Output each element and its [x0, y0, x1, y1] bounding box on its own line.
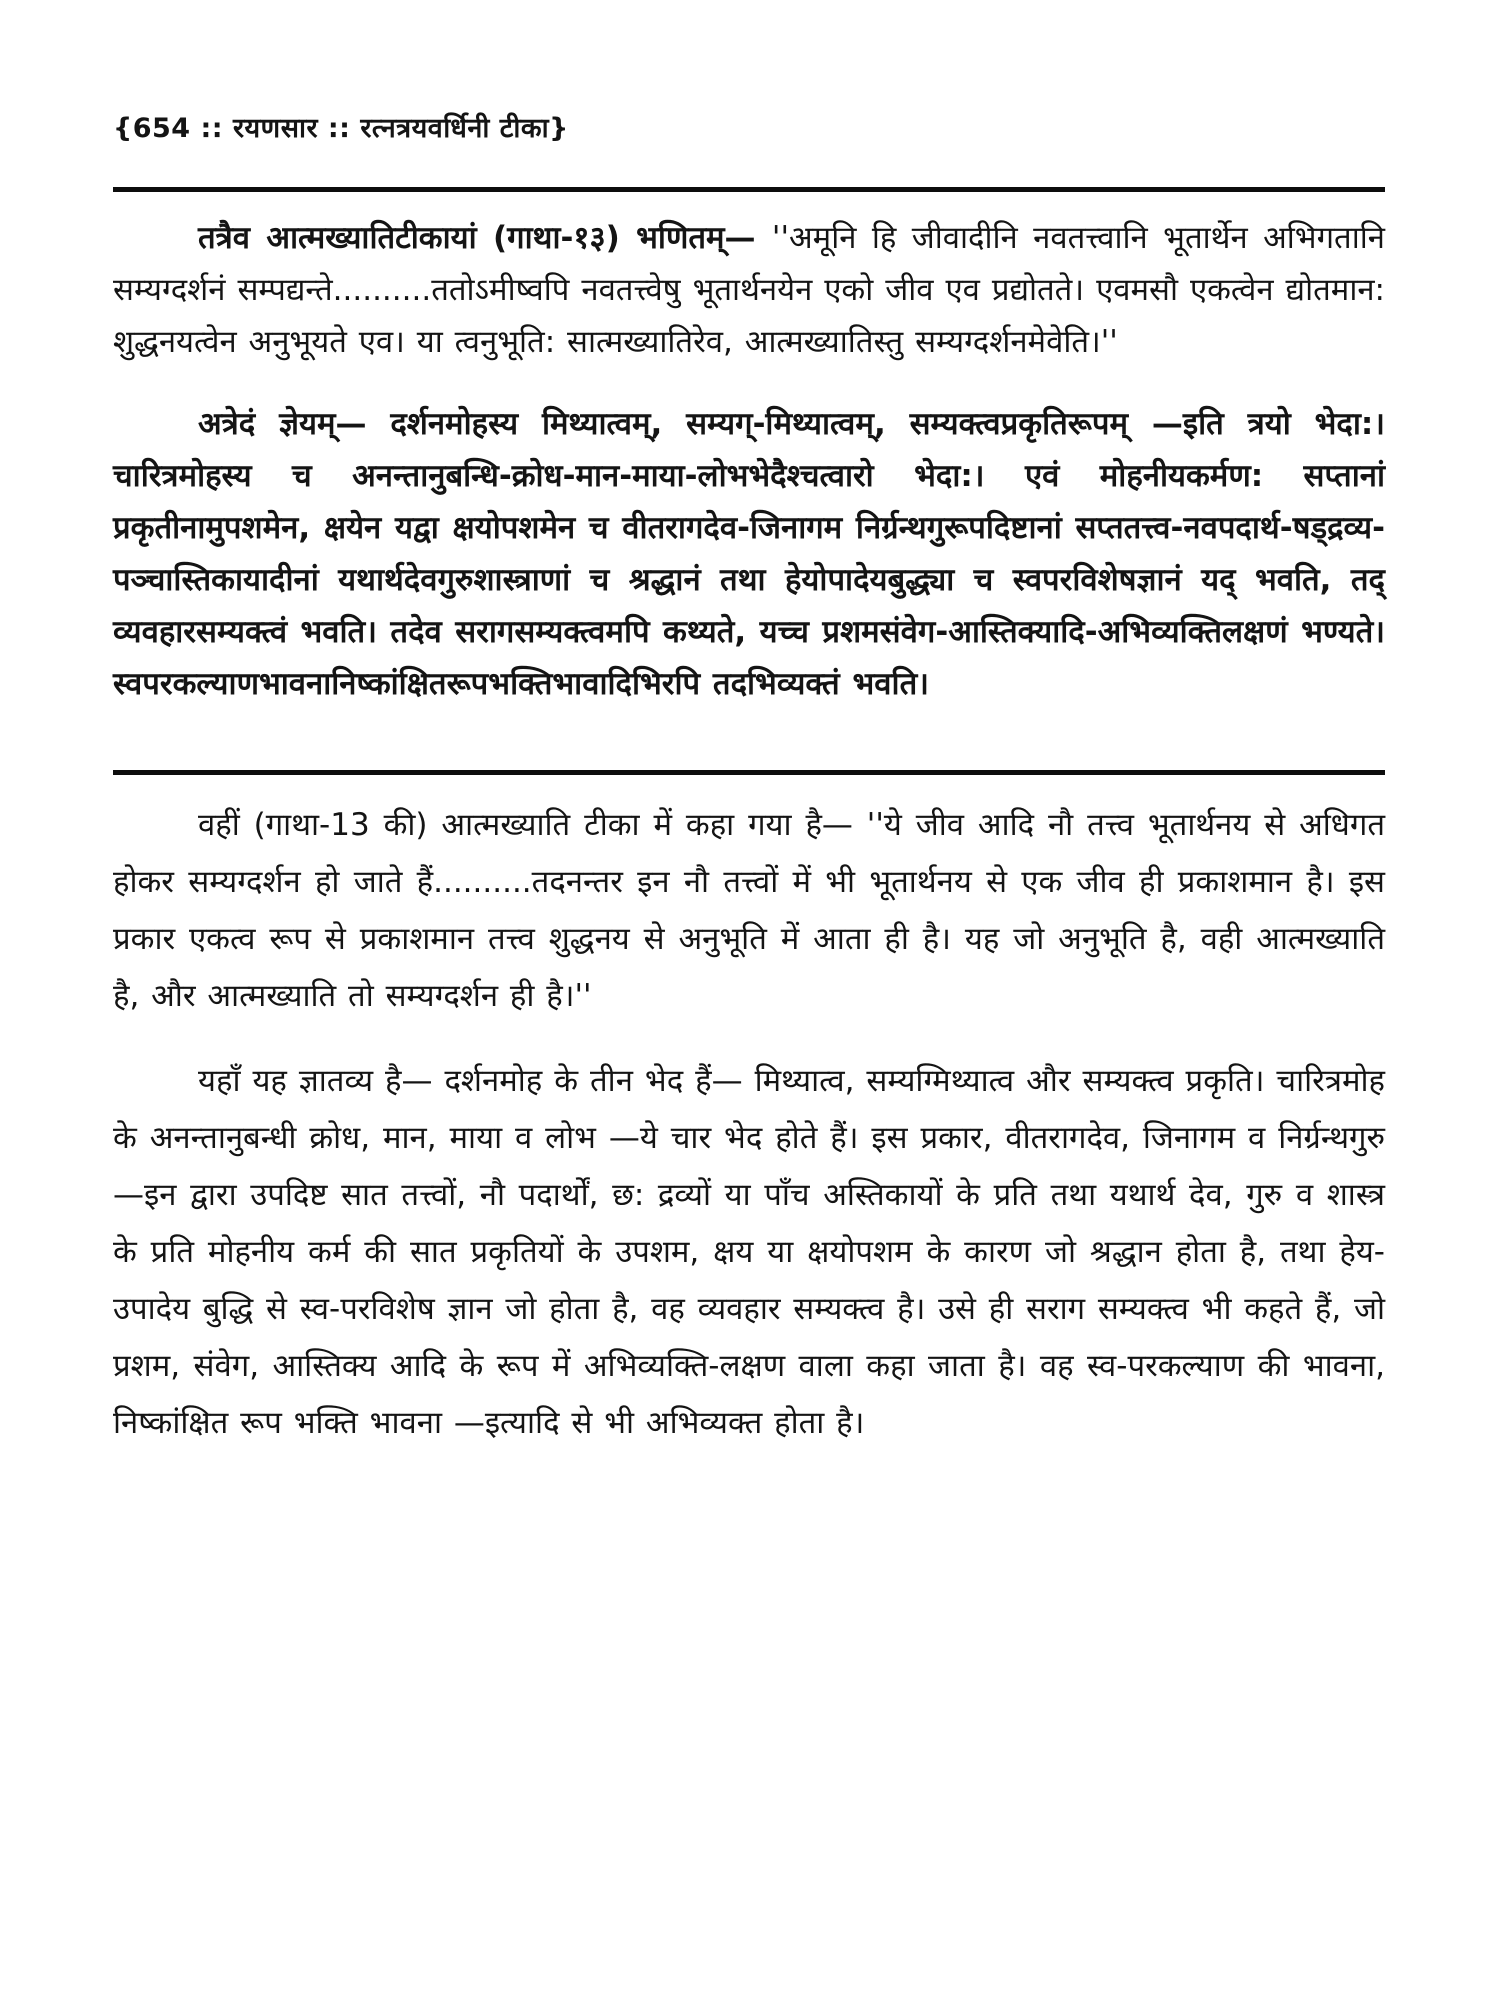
- sanskrit-paragraph-1: [113, 212, 1385, 368]
- running-header: {654 :: रयणसार :: रत्नत्रयवर्धिनी टीका}: [113, 113, 569, 144]
- header-divider-rule: [113, 187, 1385, 192]
- hindi-paragraph-2: यहाँ यह ज्ञातव्य है— दर्शनमोह के तीन भेद हैं— मिथ्यात्व, सम्यग्मिथ्यात्व और सम्यक्त्व प्रकृति। चारित्रमोह के अनन्तानुबन्धी क्रोध, मान, माया व लोभ —ये चार भेद होते हैं। इस प्रकार, वीतरागदेव, जिनागम व निर्ग्रन्थगुरु —इन द्वारा उपदिष्ट सात तत्त्वों, नौ पदार्थों, छ: द्रव्यों या पाँच अस्तिकायों के प्रति तथा यथार्थ देव, गुरु व शास्त्र के प्रति मोहनीय कर्म की सात प्रकृतियों के उपशम, क्षय या क्षयोपशम के कारण जो श्रद्धान होता है, तथा हेय-उपादेय बुद्धि से स्व-परविशेष ज्ञान जो होता है, वह व्यवहार सम्यक्त्व है। उसे ही सराग सम्यक्त्व भी कहते हैं, जो प्रशम, संवेग, आस्तिक्य आदि के रूप में अभिव्यक्ति-लक्षण वाला कहा जाता है। वह स्व-परकल्याण की भावना, निष्कांक्षित रूप भक्ति भावना —इत्यादि से भी अभिव्यक्त होता है।: [113, 1063, 1385, 1441]
- section-divider-rule: [113, 770, 1385, 775]
- text-block: [113, 0, 1385, 1452]
- hindi-paragraph-1: वहीं (गाथा-13 की) आत्मख्याति टीका में कहा गया है— ''ये जीव आदि नौ तत्त्व भूतार्थनय से अधिगत होकर सम्यग्दर्शन हो जाते हैं..........तदनन्तर इन नौ तत्त्वों में भी भूतार्थनय से एक जीव ही प्रकाशमान है। इस प्रकार एकत्व रूप से प्रकाशमान तत्त्व शुद्धनय से अनुभूति में आता ही है। यह जो अनुभूति है, वही आत्मख्याति है, और आत्मख्याति तो सम्यग्दर्शन ही है।'': [113, 807, 1385, 1014]
- sanskrit-para1-intro: तत्रैव आत्मख्यातिटीकायां (गाथा-१३) भणितम्—: [198, 220, 772, 256]
- sanskrit-para1-quote: ''अमूनि हि जीवादीनि नवतत्त्वानि भूतार्थेन अभिगतानि सम्यग्दर्शनं सम्पद्यन्ते..........ततोऽमीष्वपि नवतत्त्वेषु भूतार्थनयेन एको जीव एव प्रद्योतते। एवमसौ एकत्वेन द्योतमान: शुद्धनयत्वेन अनुभूयते एव। या त्वनुभूति: सात्मख्यातिरेव, आत्मख्यातिस्तु सम्यग्दर्शनमेवेति।'': [113, 220, 1385, 360]
- sanskrit-paragraph-2: अत्रेदं ज्ञेयम्— दर्शनमोहस्य मिथ्यात्वम्, सम्यग्-मिथ्यात्वम्, सम्यक्त्वप्रकृतिरूपम् —इति त्रयो भेदा:। चारित्रमोहस्य च अनन्तानुबन्धि-क्रोध-मान-माया-लोभभेदैश्चत्वारो भेदा:। एवं मोहनीयकर्मण: सप्तानां प्रकृतीनामुपशमेन, क्षयेन यद्वा क्षयोपशमेन च वीतरागदेव-जिनागम निर्ग्रन्थगुरूपदिष्टानां सप्ततत्त्व-नवपदार्थ-षड्द्रव्य-पञ्चास्तिकायादीनां यथार्थदेवगुरुशास्त्राणां च श्रद्धानं तथा हेयोपादेयबुद्ध्या च स्वपरविशेषज्ञानं यद् भवति, तद् व्यवहारसम्यक्त्वं भवति। तदेव सरागसम्यक्त्वमपि कथ्यते, यच्च प्रशमसंवेग-आस्तिक्यादि-अभिव्यक्तिलक्षणं भण्यते। स्वपरकल्याणभावनानिष्कांक्षितरूपभक्तिभावादिभिरपि तदभिव्यक्तं भवति।: [113, 406, 1385, 702]
